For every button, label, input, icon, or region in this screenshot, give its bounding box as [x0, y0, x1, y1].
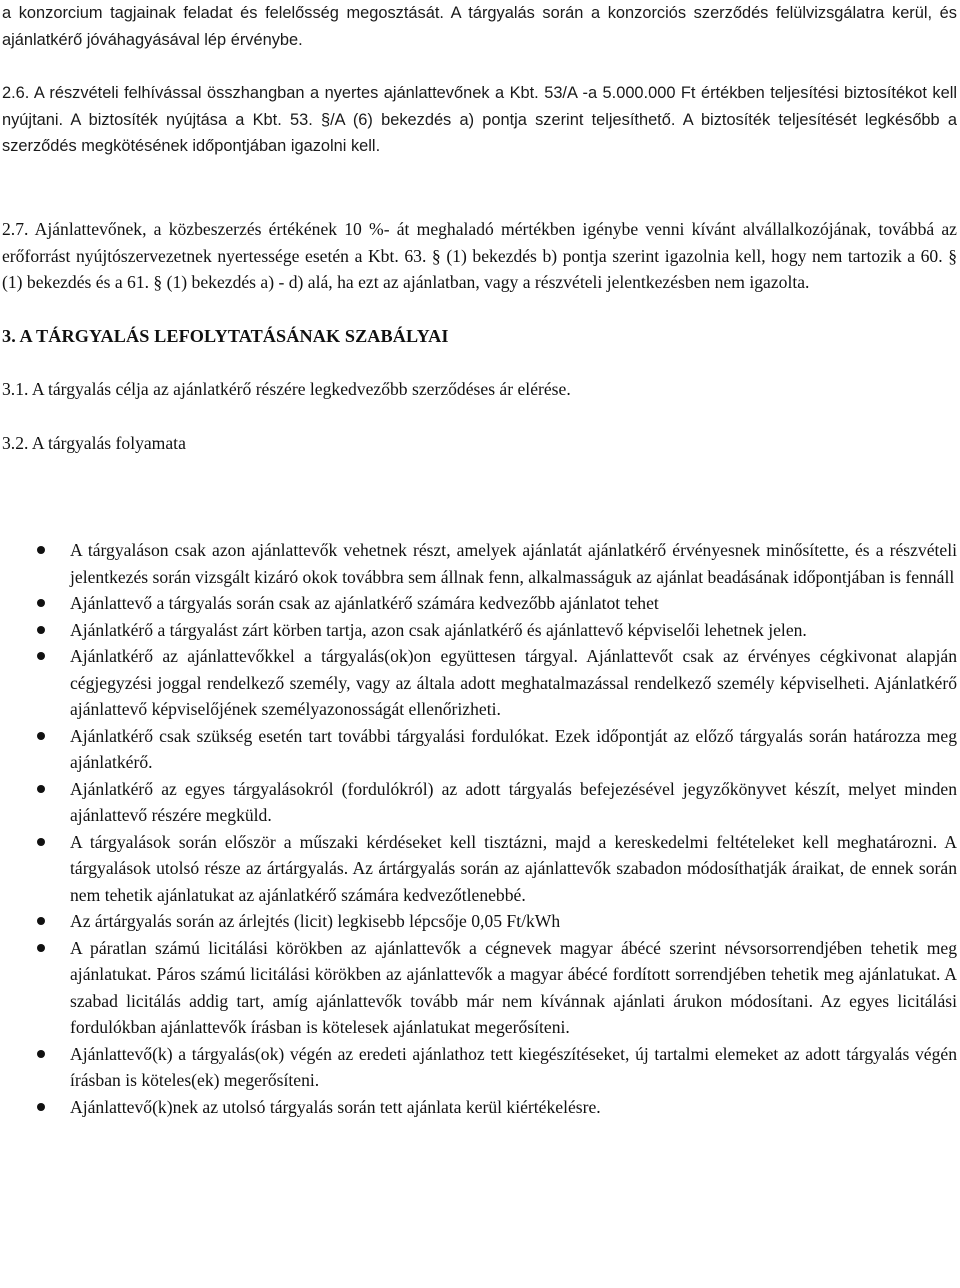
list-item: Ajánlattevő a tárgyalás során csak az ajánlatkérő számára kedvezőbb ajánlatot tehet: [0, 590, 957, 617]
bullet-icon: [37, 944, 45, 952]
bullet-icon: [37, 1050, 45, 1058]
list-item: Ajánlatkérő az ajánlattevőkkel a tárgyalás(ok)on együttesen tárgyal. Ajánlattevőt csak az érvényes cégkivonat alapján cégjegyzési joggal rendelkező személy, vagy az általa adott meghatalmazással rendelkező személy képviselheti. Ajánlatkérő ajánlattevő képviselőjének személyazonosságát ellenőrizheti.: [0, 643, 957, 723]
bullet-icon: [37, 785, 45, 793]
list-item: Ajánlattevő(k) a tárgyalás(ok) végén az eredeti ajánlathoz tett kiegészítéseket, új tartalmi elemeket az adott tárgyalás végén írásban is köteles(ek) megerősíteni.: [0, 1041, 957, 1094]
bullet-icon: [37, 599, 45, 607]
bullet-icon: [37, 1103, 45, 1111]
bullet-icon: [37, 838, 45, 846]
list-item: Az ártárgyalás során az árlejtés (licit) legkisebb lépcsője 0,05 Ft/kWh: [0, 908, 957, 935]
bullet-icon: [37, 732, 45, 740]
bullet-icon: [37, 652, 45, 660]
paragraph-3-2: 3.2. A tárgyalás folyamata: [2, 433, 186, 453]
list-item: Ajánlattevő(k)nek az utolsó tárgyalás során tett ajánlata kerül kiértékelésre.: [0, 1094, 957, 1121]
paragraph-3-1: 3.1. A tárgyalás célja az ajánlatkérő részére legkedvezőbb szerződéses ár elérése.: [2, 379, 571, 399]
bullet-icon: [37, 626, 45, 634]
paragraph-consortium: a konzorcium tagjainak feladat és felelősség megosztását. A tárgyalás során a konzorciós szerződés felülvizsgálatra kerül, és ajánlatkérő jóváhagyásával lép érvénybe.: [2, 4, 957, 49]
procedure-bullet-list: [0, 537, 957, 1120]
list-item: A tárgyalások során először a műszaki kérdéseket kell tisztázni, majd a kereskedelmi feltételeket kell meghatározni. A tárgyalások utolsó része az ártárgyalás. Az ártárgyalás során az ajánlattevők szabadon módosíthatják áraikat, de ennek során nem tehetik ajánlatukat az ajánlatkérő számára kedvezőtlenebbé.: [0, 829, 957, 909]
list-item: Ajánlatkérő az egyes tárgyalásokról (fordulókról) az adott tárgyalás befejezésével jegyzőkönyvet készít, melyet minden ajánlattevő részére megküld.: [0, 776, 957, 829]
list-item: A tárgyaláson csak azon ajánlattevők vehetnek részt, amelyek ajánlatát ajánlatkérő érvényesnek minősítette, és a részvételi jelentkezés során vizsgált kizáró okok továbbra sem állnak fenn, alkalmasságuk az ajánlat beadásának időpontjában is fennáll: [0, 537, 957, 590]
bullet-icon: [37, 917, 45, 925]
section-heading: 3. A TÁRGYALÁS LEFOLYTATÁSÁNAK SZABÁLYAI: [2, 326, 449, 346]
paragraph-2-7: 2.7. Ajánlattevőnek, a közbeszerzés értékének 10 %- át meghaladó mértékben igénybe venni kívánt alvállalkozójának, továbbá az erőforrást nyújtószervezetnek nyertessége esetén a Kbt. 63. § (1) bekezdés b) pontja szerint igazolnia kell, hogy nem tartozik a 60. § (1) bekezdés és a 61. § (1) bekezdés a) - d) alá, ha ezt az ajánlatban, vagy a részvételi jelentkezésben nem igazolta.: [2, 219, 957, 292]
list-item: A páratlan számú licitálási körökben az ajánlattevők a cégnevek magyar ábécé szerint névsorsorrendjében tehetik meg ajánlatukat. Páros számú licitálási körökben az ajánlattevők a magyar ábécé fordított sorrendjében tehetik meg ajánlatukat. A szabad licitálás addig tart, amíg ajánlattevők tovább már nem kívánnak ajánlati árukon módosítani. Az egyes licitálási fordulókban ajánlattevők írásban is kötelesek ajánlatukat megerősíteni.: [0, 935, 957, 1041]
list-item: Ajánlatkérő a tárgyalást zárt körben tartja, azon csak ajánlatkérő és ajánlattevő képviselői lehetnek jelen.: [0, 617, 957, 644]
list-item: Ajánlatkérő csak szükség esetén tart további tárgyalási fordulókat. Ezek időpontját az előző tárgyalás során határozza meg ajánlatkérő.: [0, 723, 957, 776]
paragraph-2-6-main: 2.6. A részvételi felhívással összhangban a nyertes ajánlattevőnek a Kbt. 53/A -a 5.000.000 Ft értékben teljesítési biztosítékot kell nyújtani. A biztosíték nyújtása a Kbt. 53. §/A (6) bekezdés a) pontja szerint teljesíthető.: [2, 84, 957, 129]
paragraph-2-6-guarantee: A biztosíték teljesítését legkésőbb a szerződés megkötésének időpontjában igazolni kell.: [2, 110, 957, 155]
paragraph-2-6: [2, 80, 957, 160]
bullet-icon: [37, 546, 45, 554]
